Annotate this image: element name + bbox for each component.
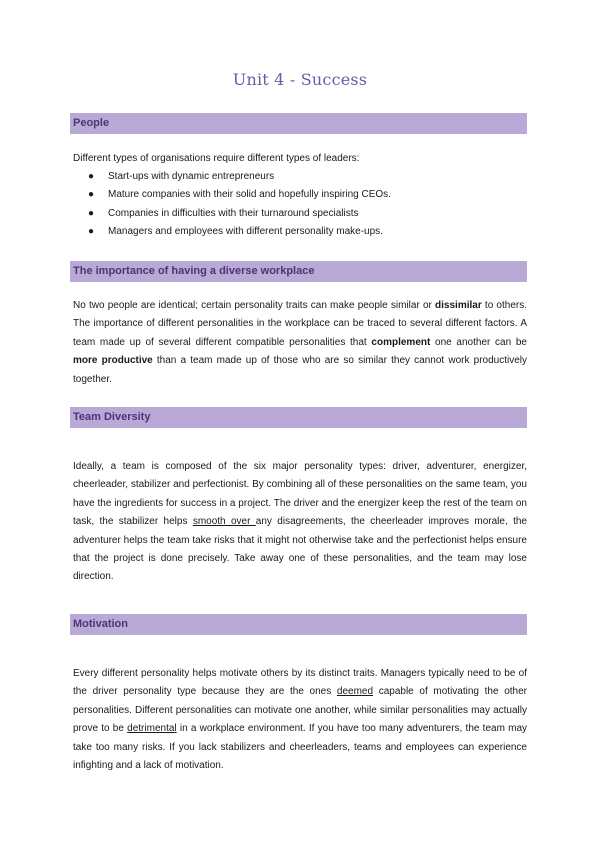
team-diversity-paragraph: Ideally, a team is composed of the six major personality types: driver, adventurer, energizer, cheerleader, stabilizer and perfectionist. By combining all of these personalities on the same team, you have the ingredients for success in a project. The driver and the energizer keep the rest of the team on task, the stabilizer helps smooth over any disagreements, the cheerleader improves morale, the adventurer helps the team take risks that it might not otherwise take and the perfectionist helps ensure that the project is done precisely. Take away one of these personalities, and the team may lose direction.: [73, 461, 527, 583]
section-heading-motivation: Motivation: [70, 614, 527, 635]
section-heading-diverse-workplace: The importance of having a diverse workplace: [70, 261, 527, 282]
leader-types-list: [73, 168, 391, 242]
list-item: ● Companies in difficulties with their turnaround specialists: [73, 205, 391, 223]
people-intro: Different types of organisations require different types of leaders:: [73, 153, 360, 164]
list-item: ● Start-ups with dynamic entrepreneurs: [73, 168, 391, 186]
bullet-icon: ●: [88, 226, 95, 238]
motivation-paragraph: Every different personality helps motivate others by its distinct traits. Managers typically need to be of the driver personality type because they are the ones deemed capable of motivating the other personalities. Different personalities can motivate one another, while similar personalities may actually prove to be detrimental in a workplace environment. If you have too many adventurers, the team may take too many risks. If you lack stabilizers and cheerleaders, teams and employees can experience infighting and a lack of motivation.: [73, 668, 528, 772]
underlined-term: detrimental: [127, 723, 177, 735]
list-item: ● Mature companies with their solid and hopefully inspiring CEOs.: [73, 186, 391, 204]
bullet-icon: ●: [88, 171, 95, 182]
diverse-workplace-paragraph: No two people are identical; certain personality traits can make people similar or dissimilar to others. The importance of different personalities in the workplace can be traced to several different factors. A team made up of several different compatible personalities that complement one another can be more productive than a team made up of those who are so similar they cannot work productively together.: [73, 300, 528, 385]
bold-term: dissimilar: [435, 300, 482, 311]
underlined-term: deemed: [336, 686, 374, 698]
bullet-icon: ●: [88, 207, 95, 219]
section-heading-team-diversity: Team Diversity: [70, 407, 527, 428]
underlined-term: smooth over: [192, 516, 256, 528]
list-item: ● Managers and employees with different personality make-ups.: [73, 223, 391, 241]
bold-term: complement: [371, 336, 431, 348]
page-title: Unit 4 - Success: [232, 70, 368, 89]
bold-term: more productive: [73, 355, 153, 367]
bullet-icon: ●: [88, 189, 95, 201]
section-heading-people: People: [70, 113, 527, 134]
